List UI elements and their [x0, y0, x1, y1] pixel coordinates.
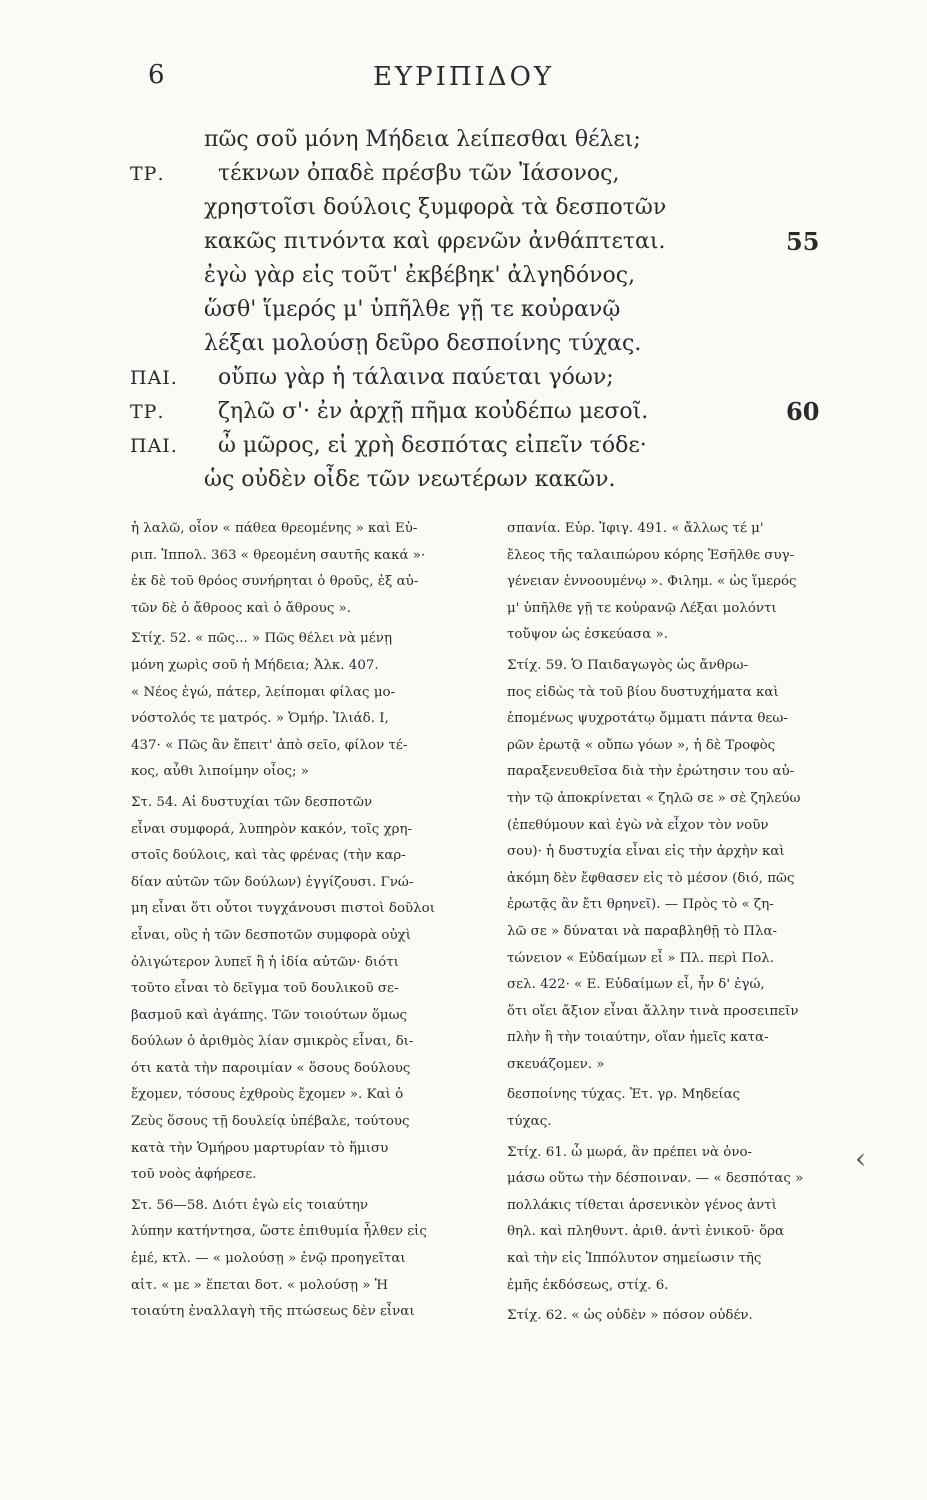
commentary-line: μόνη χωρὶς σοῦ ἡ Μήδεια; Ἀλκ. 407.	[131, 657, 379, 673]
commentary-line: γένειαν ἐννοουμένῳ ». Φιλημ. « ὡς ἵμερός	[507, 574, 797, 590]
commentary-line: σπανία. Εὐρ. Ἰφιγ. 491. « ἄλλως τέ μ'	[507, 521, 764, 536]
commentary-line: ὀλιγώτερον λυπεῖ ἢ ἡ ἰδία αὐτῶν· διότι	[131, 954, 399, 970]
speaker-label: ΤΡ.	[130, 401, 165, 423]
commentary-line: τύχας.	[507, 1114, 552, 1130]
commentary-line: παραξενευθεῖσα διὰ τὴν ἐρώτησιν του αὐ-	[507, 764, 795, 780]
commentary-line: πολλάκις τίθεται ἀρσενικὸν γένος ἀντὶ	[507, 1197, 777, 1213]
commentary-line: μ' ὑπῆλθε γῇ τε κοὐρανῷ Λέξαι μολόντι	[507, 600, 777, 616]
commentary-line: τὴν τῷ ἀποκρίνεται « ζηλῶ σε » σὲ ζηλεύω	[507, 790, 801, 806]
commentary-line: ἔλεος τῆς ταλαιπώρου κόρης Ἐσῆλθε συγ-	[507, 547, 795, 563]
commentary-line: τοὔψον ὡς ἐσκεύασα ».	[507, 627, 668, 643]
verse-text: οὔπω γὰρ ἡ τάλαινα παύεται γόων;	[218, 365, 614, 390]
commentary-line: θηλ. καὶ πληθυντ. ἀριθ. ἀντὶ ἑνικοῦ· ὅρα	[507, 1224, 785, 1240]
commentary-line: αἰτ. « με » ἕπεται δοτ. « μολούσῃ » Ἡ	[131, 1277, 388, 1293]
commentary-line: εἶναι, οὓς ἡ τῶν δεσποτῶν συμφορὰ οὐχὶ	[131, 927, 411, 943]
commentary-line: λύπην κατήντησα, ὥστε ἐπιθυμία ἦλθεν εἰς	[131, 1224, 427, 1240]
verse-text: ἐγὼ γὰρ εἰς τοῦτ' ἐκβέβηκ' ἀλγηδόνος,	[204, 263, 636, 288]
commentary-line: ἐκ δὲ τοῦ θρόος συνήρηται ὁ θροῦς, ἐξ αὐ-	[131, 574, 419, 590]
commentary-line: σελ. 422· « Ε. Εὐδαίμων εἶ, ἦν δ' ἐγώ,	[507, 977, 765, 993]
verse-line	[0, 191, 927, 225]
speaker-label: ΤΡ.	[130, 163, 165, 185]
commentary-line: 437· « Πῶς ἂν ἔπειτ' ἀπὸ σεῖο, φίλον τέ-	[131, 737, 408, 753]
verse-text: κακῶς πιτνόντα καὶ φρενῶν ἀνθάπτεται.	[204, 229, 666, 254]
verse-text: πῶς σοῦ μόνη Μήδεια λείπεσθαι θέλει;	[204, 127, 641, 152]
commentary-line: μάσω οὕτω τὴν δέσποιναν. — « δεσπότας »	[507, 1171, 804, 1187]
verse-text: λέξαι μολούσῃ δεῦρο δεσποίνης τύχας.	[204, 331, 642, 356]
commentary-line: λῶ σε » δύναται νὰ παραβληθῇ τὸ Πλα-	[507, 923, 778, 939]
commentary-line: Στίχ. 52. « πῶς... » Πῶς θέλει νὰ μένῃ	[131, 631, 392, 647]
speaker-label: ΠΑΙ.	[130, 367, 178, 389]
commentary-line: ἐμέ, κτλ. — « μολούσῃ » ἐνῷ προηγεῖται	[131, 1251, 406, 1267]
margin-mark: ‹	[855, 1142, 867, 1175]
commentary-line: ὅτι οἴει ἄξιον εἶναι ἄλλην τινὰ προσειπεῖν	[507, 1003, 799, 1019]
verse-block	[0, 123, 927, 497]
verse-text: τέκνων ὀπαδὲ πρέσβυ τῶν Ἰάσονος,	[218, 161, 620, 186]
verse-line	[0, 463, 927, 497]
commentary-line: σου)· ἡ δυστυχία εἶναι εἰς τὴν ἀρχὴν καὶ	[507, 844, 785, 860]
commentary-line: μη εἶναι ὅτι οὗτοι τυγχάνουσι πιστοὶ δοῦλοι	[131, 901, 435, 917]
commentary-line: τώνειον « Εὐδαίμων εἶ » Πλ. περὶ Πολ.	[507, 950, 775, 966]
verse-line	[0, 225, 927, 259]
commentary-line: ἐρωτᾷς ἂν ἔτι θρηνεῖ). — Πρὸς τὸ « ζη-	[507, 897, 774, 913]
commentary-line: ἀκόμη δὲν ἔφθασεν εἰς τὸ μέσον (διό, πῶς	[507, 870, 795, 886]
commentary-right-column	[507, 516, 807, 1330]
commentary-line: ἐμῆς ἐκδόσεως, στίχ. 6.	[507, 1277, 669, 1293]
commentary-line: τοῦτο εἶναι τὸ δεῖγμα τοῦ δουλικοῦ σε-	[131, 981, 399, 997]
verse-text: ὦ μῶρος, εἰ χρὴ δεσπότας εἰπεῖν τόδε·	[218, 433, 647, 458]
commentary-line: βασμοῦ καὶ ἀγάπης. Τῶν τοιούτων ὅμως	[131, 1007, 408, 1023]
commentary-line: Στ. 54. Αἱ δυστυχίαι τῶν δεσποτῶν	[131, 794, 373, 810]
commentary-line: ρῶν ἐρωτᾷ « οὔπω γόων », ἡ δὲ Τροφὸς	[507, 737, 776, 753]
verse-text: ὥσθ' ἵμερός μ' ὑπῆλθε γῇ τε κοὐρανῷ	[204, 297, 621, 322]
verse-line	[0, 429, 927, 463]
verse-line	[0, 123, 927, 157]
commentary-line: εἶναι συμφορά, λυπηρὸν κακόν, τοῖς χρη-	[131, 821, 413, 837]
commentary-line: δίαν αὐτῶν τῶν δούλων) ἐγγίζουσι. Γνώ-	[131, 874, 414, 890]
verse-line	[0, 327, 927, 361]
verse-text: ὡς οὐδὲν οἶδε τῶν νεωτέρων κακῶν.	[204, 467, 616, 492]
commentary-line: τοῦ νοὸς ἀφήρεσε.	[131, 1167, 257, 1183]
commentary-line: δούλων ὁ ἀριθμὸς λίαν σμικρὸς εἶναι, δι-	[131, 1034, 414, 1050]
commentary-line: στοῖς δούλοις, καὶ τὰς φρένας (τὴν καρ-	[131, 848, 406, 864]
commentary-line: κος, αὖθι λιποίμην οἶος; »	[131, 764, 310, 780]
running-title: ΕΥΡΙΠΙΔΟΥ	[372, 62, 555, 92]
commentary-line: ἔχομεν, τόσους ἐχθροὺς ἔχομεν ». Καὶ ὁ	[131, 1087, 404, 1103]
commentary-line: δεσποίνης τύχας. Ἐτ. γρ. Μηδείας	[507, 1087, 741, 1103]
commentary-line: πλὴν ἢ τὴν τοιαύτην, οἵαν ἡμεῖς κατα-	[507, 1030, 769, 1046]
commentary-line: ριπ. Ἱππολ. 363 « θρεομένη σαυτῆς κακά »·	[131, 547, 426, 563]
commentary-line: Στίχ. 61. ὦ μωρά, ἂν πρέπει νὰ ὀνο-	[507, 1144, 753, 1160]
commentary-line: (ἐπεθύμουν καὶ ἐγὼ νὰ εἶχον τὸν νοῦν	[507, 817, 769, 833]
commentary-line: καὶ τὴν εἰς Ἱππόλυτον σημείωσιν τῆς	[507, 1251, 762, 1267]
running-head	[0, 60, 927, 100]
commentary-line: Ζεὺς ὅσους τῇ δουλείᾳ ὑπέβαλε, τούτους	[131, 1114, 410, 1130]
commentary-line: νόστολός τε ματρός. » Ὁμήρ. Ἰλιάδ. Ι,	[131, 711, 389, 727]
commentary-line: πος εἰδὼς τὰ τοῦ βίου δυστυχήματα καὶ	[507, 684, 779, 700]
commentary-line: « Νέος ἐγώ, πάτερ, λείπομαι φίλας μο-	[131, 684, 396, 700]
commentary-line: Στίχ. 59. Ὁ Παιδαγωγὸς ὡς ἄνθρω-	[507, 657, 749, 673]
commentary-line: τῶν δὲ ὁ ἄθροος καὶ ὁ ἄθρους ».	[131, 600, 352, 616]
verse-text: ζηλῶ σ'· ἐν ἀρχῇ πῆμα κοὐδέπω μεσοῖ.	[218, 399, 649, 424]
commentary-line: τοιαύτη ἐναλλαγὴ τῆς πτώσεως δὲν εἶναι	[131, 1304, 415, 1320]
commentary-line: σκευάζομεν. »	[507, 1056, 605, 1072]
line-number: 60	[786, 397, 820, 426]
line-number: 55	[786, 227, 820, 256]
verse-text: χρηστοῖσι δούλοις ξυμφορὰ τὰ δεσποτῶν	[204, 195, 667, 220]
commentary-line: ἑπομένως ψυχροτάτῳ ὄμματι πάντα θεω-	[507, 711, 788, 727]
commentary-line: Στίχ. 62. « ὡς οὐδὲν » πόσον οὐδέν.	[507, 1308, 753, 1324]
verse-line	[0, 157, 927, 191]
commentary-line: Στ. 56—58. Διότι ἐγὼ εἰς τοιαύτην	[131, 1197, 369, 1213]
verse-line	[0, 293, 927, 327]
commentary-left-column	[131, 516, 461, 1326]
commentary-line: ἡ λαλῶ, οἷον « πάθεα θρεομένης » καὶ Εὐ-	[131, 521, 418, 536]
commentary-line: κατὰ τὴν Ὁμήρου μαρτυρίαν τὸ ἥμισυ	[131, 1140, 389, 1156]
verse-line	[0, 361, 927, 395]
verse-line	[0, 259, 927, 293]
speaker-label: ΠΑΙ.	[130, 435, 178, 457]
page-number: 6	[148, 60, 166, 90]
verse-line	[0, 395, 927, 429]
commentary-line: ότι κατὰ τὴν παροιμίαν « ὅσους δούλους	[131, 1060, 411, 1076]
